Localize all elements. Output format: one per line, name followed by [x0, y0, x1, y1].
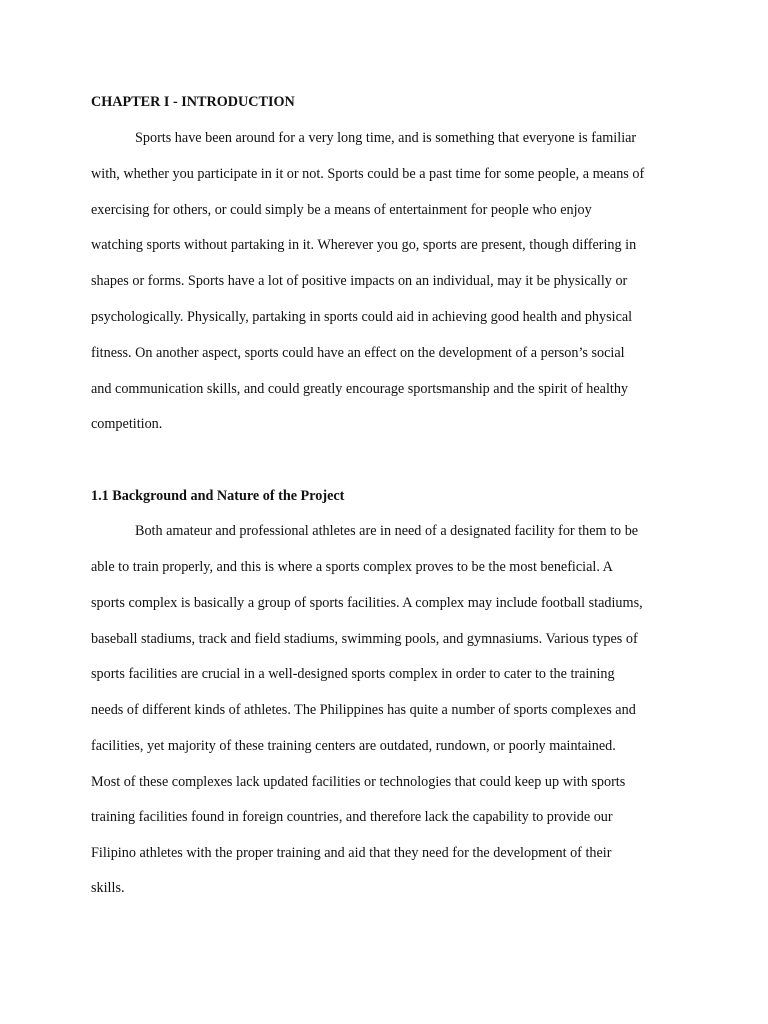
section-paragraph-line: sports complex is basically a group of sports facilities. A complex may include football stadiums, — [91, 595, 643, 611]
section-paragraph-line: baseball stadiums, track and field stadiums, swimming pools, and gymnasiums. Various types of — [91, 631, 638, 647]
section-paragraph-line: Most of these complexes lack updated facilities or technologies that could keep up with sports — [91, 774, 626, 790]
chapter-paragraph-line: watching sports without partaking in it. Wherever you go, sports are present, though differing in — [91, 237, 637, 253]
chapter-paragraph-line: competition. — [91, 416, 163, 432]
chapter-title: CHAPTER I - INTRODUCTION — [91, 94, 295, 110]
section-paragraph-line: Both amateur and professional athletes are in need of a designated facility for them to be — [135, 523, 639, 539]
chapter-paragraph-line: Sports have been around for a very long time, and is something that everyone is familiar — [135, 130, 637, 146]
section-paragraph-line: sports facilities are crucial in a well-designed sports complex in order to cater to the training — [91, 666, 615, 682]
section-paragraph-line: facilities, yet majority of these training centers are outdated, rundown, or poorly maintained. — [91, 738, 616, 754]
chapter-paragraph-line: shapes or forms. Sports have a lot of positive impacts on an individual, may it be physically or — [91, 273, 628, 289]
section-paragraph-line: able to train properly, and this is where a sports complex proves to be the most beneficial. A — [91, 559, 613, 575]
chapter-paragraph-line: fitness. On another aspect, sports could have an effect on the development of a person’s social — [91, 345, 625, 361]
chapter-paragraph-line: and communication skills, and could greatly encourage sportsmanship and the spirit of healthy — [91, 381, 629, 397]
chapter-paragraph-line: exercising for others, or could simply be a means of entertainment for people who enjoy — [91, 202, 592, 218]
section-paragraph-line: Filipino athletes with the proper training and aid that they need for the development of their — [91, 845, 612, 861]
section-title: 1.1 Background and Nature of the Project — [91, 488, 345, 504]
section-paragraph-line: training facilities found in foreign countries, and therefore lack the capability to provide our — [91, 809, 613, 825]
chapter-paragraph-line: psychologically. Physically, partaking in sports could aid in achieving good health and physical — [91, 309, 633, 325]
chapter-paragraph-line: with, whether you participate in it or not. Sports could be a past time for some people, a means of — [91, 166, 645, 182]
section-paragraph-line: skills. — [91, 880, 125, 896]
section-paragraph-line: needs of different kinds of athletes. The Philippines has quite a number of sports complexes and — [91, 702, 636, 718]
